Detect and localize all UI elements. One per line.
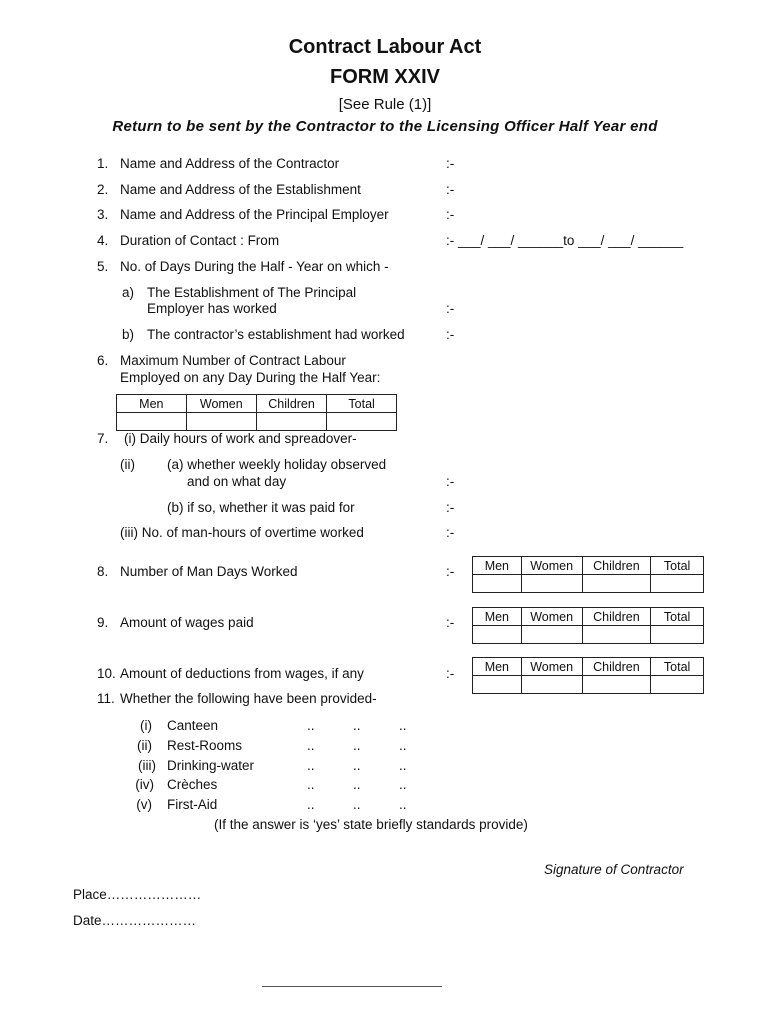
facility-roman: (ii) [137, 738, 152, 753]
item-9-wages-table [472, 607, 704, 644]
page-footer-rule [262, 986, 442, 987]
item-8-man-days-table [472, 556, 704, 593]
item-7-iii-text: (iii) No. of man-hours of overtime worked [120, 525, 364, 540]
item-11-number: 11. [97, 691, 115, 706]
item-10-separator: :- [446, 666, 455, 681]
header-women: Women [521, 658, 582, 676]
cell-total[interactable] [651, 626, 704, 644]
item-2-label: Name and Address of the Establishment [120, 182, 361, 197]
cell-children[interactable] [582, 626, 651, 644]
item-1-separator: :- [446, 156, 455, 171]
item-10-deductions-table [472, 657, 704, 694]
header-children: Children [256, 395, 326, 413]
header-men: Men [473, 608, 522, 626]
header-total: Total [651, 608, 704, 626]
header-women: Women [186, 395, 256, 413]
cell-women[interactable] [521, 626, 582, 644]
cell-women[interactable] [186, 413, 256, 431]
item-7-ii-b-separator: :- [446, 500, 455, 515]
cell-children[interactable] [256, 413, 326, 431]
facility-label: First-Aid [167, 797, 218, 812]
item-5b-label: b) [122, 327, 135, 342]
item-4-label: Duration of Contact : From [120, 233, 280, 248]
rule-reference: [See Rule (1)] [338, 96, 432, 113]
item-5-label: No. of Days During the Half - Year on which - [120, 259, 389, 274]
facility-dots: .. [399, 738, 407, 753]
item-5b-separator: :- [446, 327, 455, 342]
cell-children[interactable] [582, 676, 651, 694]
item-2-number: 2. [97, 182, 109, 197]
item-7-ii-b-text: (b) if so, whether it was paid for [167, 500, 355, 515]
contractor-signature-label: Signature of Contractor [544, 862, 684, 877]
header-total: Total [651, 557, 704, 575]
form-number: FORM XXIV [329, 66, 440, 88]
item-7-number: 7. [97, 431, 109, 446]
facility-dots: .. [399, 758, 407, 773]
item-6-number: 6. [97, 353, 109, 368]
item-5-number: 5. [97, 259, 109, 274]
cell-women[interactable] [521, 575, 582, 593]
header-total: Total [327, 395, 397, 413]
item-9-separator: :- [446, 615, 455, 630]
facility-dots: .. [353, 777, 361, 792]
cell-men[interactable] [473, 676, 522, 694]
facility-roman: (v) [136, 797, 152, 812]
cell-men[interactable] [117, 413, 187, 431]
item-7-ii-label: (ii) [120, 457, 135, 472]
facility-dots: .. [353, 758, 361, 773]
item-10-number: 10. [97, 666, 116, 681]
item-5a-separator: :- [446, 301, 455, 316]
item-5a-label: a) [122, 285, 135, 300]
cell-children[interactable] [582, 575, 651, 593]
item-9-number: 9. [97, 615, 109, 630]
facility-label: Canteen [167, 718, 219, 733]
cell-total[interactable] [327, 413, 397, 431]
header-men: Men [473, 557, 522, 575]
item-8-label: Number of Man Days Worked [120, 564, 298, 579]
item-6-text-line1: Maximum Number of Contract Labour [120, 353, 346, 368]
facility-dots: .. [399, 797, 407, 812]
item-7-ii-a-line1: (a) whether weekly holiday observed [167, 457, 387, 472]
header-men: Men [473, 658, 522, 676]
header-men: Men [117, 395, 187, 413]
item-3-separator: :- [446, 207, 455, 222]
item-5a-text-line2: Employer has worked [147, 301, 277, 316]
cell-total[interactable] [651, 575, 704, 593]
form-subtitle: Return to be sent by the Contractor to the Licensing Officer Half Year end [112, 118, 658, 135]
facility-label: Drinking-water [167, 758, 255, 773]
place-field[interactable]: Place………………… [73, 887, 202, 902]
form-title: Contract Labour Act [288, 36, 482, 58]
item-7-i-text: (i) Daily hours of work and spreadover- [124, 431, 357, 446]
item-2-separator: :- [446, 182, 455, 197]
facility-label: Rest-Rooms [167, 738, 243, 753]
item-1-number: 1. [97, 156, 109, 171]
facility-dots: .. [307, 777, 315, 792]
item-3-number: 3. [97, 207, 109, 222]
facility-roman: (iii) [138, 758, 156, 773]
item-3-label: Name and Address of the Principal Employer [120, 207, 389, 222]
header-children: Children [582, 557, 651, 575]
cell-men[interactable] [473, 575, 522, 593]
facilities-note: (If the answer is ‘yes’ state briefly standards provide) [214, 817, 528, 832]
facility-dots: .. [353, 797, 361, 812]
facility-dots: .. [307, 797, 315, 812]
cell-men[interactable] [473, 626, 522, 644]
facility-dots: .. [307, 758, 315, 773]
cell-women[interactable] [521, 676, 582, 694]
header-total: Total [651, 658, 704, 676]
item-6-labour-table [116, 394, 397, 431]
item-8-separator: :- [446, 564, 455, 579]
item-1-label: Name and Address of the Contractor [120, 156, 340, 171]
facility-dots: .. [399, 777, 407, 792]
item-4-number: 4. [97, 233, 109, 248]
cell-total[interactable] [651, 676, 704, 694]
facility-dots: .. [307, 718, 315, 733]
item-5b-text: The contractor’s establishment had worked [147, 327, 405, 342]
item-10-label: Amount of deductions from wages, if any [120, 666, 364, 681]
facility-dots: .. [353, 718, 361, 733]
facility-dots: .. [399, 718, 407, 733]
header-women: Women [521, 557, 582, 575]
item-7-iii-separator: :- [446, 525, 455, 540]
item-5a-text-line1: The Establishment of The Principal [147, 285, 357, 300]
duration-date-range: :- ___/ ___/ ______to ___/ ___/ ______ [446, 233, 684, 248]
header-children: Children [582, 608, 651, 626]
facility-roman: (iv) [135, 777, 154, 792]
facility-roman: (i) [140, 718, 152, 733]
header-women: Women [521, 608, 582, 626]
facility-dots: .. [307, 738, 315, 753]
item-7-ii-a-line2: and on what day [187, 474, 287, 489]
item-8-number: 8. [97, 564, 109, 579]
facility-dots: .. [353, 738, 361, 753]
item-7-ii-a-separator: :- [446, 474, 455, 489]
item-6-text-line2: Employed on any Day During the Half Year: [120, 370, 381, 385]
facility-label: Crèches [167, 777, 218, 792]
item-11-label: Whether the following have been provided- [120, 691, 377, 706]
header-children: Children [582, 658, 651, 676]
item-9-label: Amount of wages paid [120, 615, 254, 630]
date-field[interactable]: Date………………… [73, 913, 197, 928]
